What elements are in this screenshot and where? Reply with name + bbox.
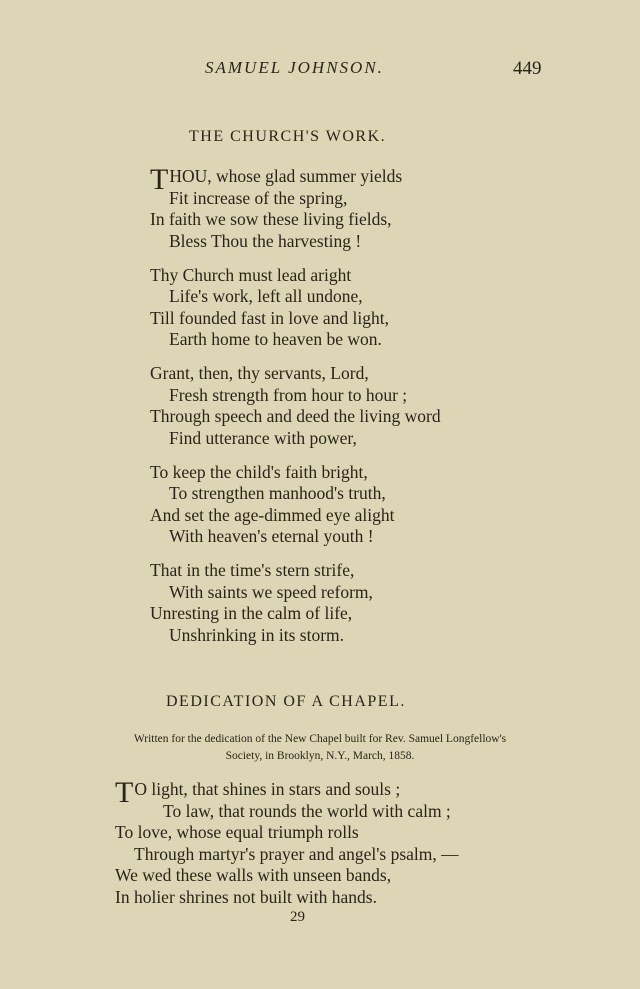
poem-line: Through speech and deed the living word — [150, 406, 441, 426]
poem-line: With saints we speed reform, — [169, 581, 373, 602]
poem-line: Unshrinking in its storm. — [169, 624, 345, 645]
poem-line: Earth home to heaven be won. — [169, 329, 382, 349]
stanza — [150, 462, 441, 548]
poem-title-dedication: DEDICATION OF A CHAPEL. — [166, 693, 406, 710]
poem-line: Fresh strength from hour to hour ; — [169, 384, 408, 405]
poem-line: Life's work, left all undone, — [169, 286, 363, 306]
poem-line: Thy Church must lead aright — [150, 264, 352, 285]
running-head: SAMUEL JOHNSON. — [205, 58, 384, 77]
poem-line: TO light, that shines in stars and souls ; — [115, 776, 401, 809]
poem-line: Fit increase of the spring, — [169, 187, 348, 208]
poem-line: In faith we sow these living fields, — [150, 209, 392, 229]
drop-cap: T — [115, 776, 134, 809]
poem-line: Bless Thou the harvesting ! — [169, 230, 362, 251]
poem-line: To keep the child's faith bright, — [150, 461, 368, 482]
poem-line: To strengthen manhood's truth, — [169, 483, 386, 503]
stanza — [150, 265, 441, 351]
poem-line: Grant, then, thy servants, Lord, — [150, 363, 369, 383]
poem-line: Through martyr's prayer and angel's psalm, — — [134, 843, 459, 864]
poem-line: That in the time's stern strife, — [150, 560, 355, 580]
poem-line: To law, that rounds the world with calm ; — [163, 800, 451, 821]
poem-line: We wed these walls with unseen bands, — [115, 865, 392, 885]
poem-line: And set the age-dimmed eye alight — [150, 504, 395, 525]
signature-mark: 29 — [290, 909, 305, 925]
stanza — [150, 363, 441, 449]
page-number: 449 — [513, 58, 542, 79]
poem-line: Find utterance with power, — [169, 427, 357, 448]
poem-line: To love, whose equal triumph rolls — [115, 822, 359, 842]
poem-line: In holier shrines not built with hands. — [115, 886, 377, 907]
drop-cap: T — [150, 163, 169, 196]
poem-dedication — [115, 776, 459, 908]
poem-title-churchs-work: THE CHURCH'S WORK. — [189, 128, 387, 145]
note-line: Society, in Brooklyn, N.Y., March, 1858. — [225, 750, 415, 762]
poem-churchs-work — [150, 163, 441, 659]
poem-line: Unresting in the calm of life, — [150, 603, 353, 623]
dedication-note — [60, 731, 580, 765]
poem-line: THOU, whose glad summer yields — [150, 163, 403, 196]
note-line: Written for the dedication of the New Chapel built for Rev. Samuel Longfellow's — [133, 733, 507, 745]
stanza — [150, 163, 441, 252]
poem-line: Till founded fast in love and light, — [150, 307, 389, 328]
poem-line: With heaven's eternal youth ! — [169, 526, 374, 546]
stanza — [150, 560, 441, 646]
